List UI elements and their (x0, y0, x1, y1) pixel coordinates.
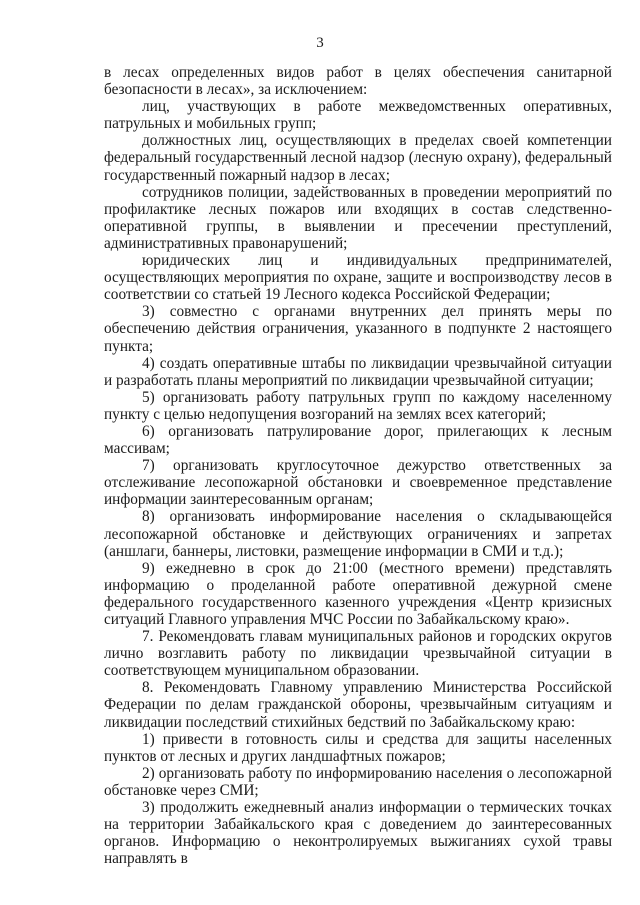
paragraph: 8) организовать информирование населения о складывающейся лесопожарной обстановке и действующих ограничениях и запретах (аншлаги, баннеры, листовки, размещение информации в СМИ и т.д.); (104, 508, 612, 560)
paragraph: 1) привести в готовность силы и средства для защиты населенных пунктов от лесных и других ландшафтных пожаров; (104, 730, 612, 765)
paragraph: юридических лиц и индивидуальных предпринимателей, осуществляющих мероприятия по охране, защите и воспроизводству лесов в соответствии со статьей 19 Лесного кодекса Российской Федерации; (104, 252, 612, 304)
paragraph: должностных лиц, осуществляющих в пределах своей компетенции федеральный государственный лесной надзор (лесную охрану), федеральный государственный пожарный надзор в лесах; (104, 132, 612, 184)
paragraph: в лесах определенных видов работ в целях обеспечения санитарной безопасности в лесах», за исключением: (104, 64, 612, 99)
document-body (104, 64, 612, 867)
paragraph: 2) организовать работу по информированию населения о лесопожарной обстановке через СМИ; (104, 764, 612, 799)
paragraph: 4) создать оперативные штабы по ликвидации чрезвычайной ситуации и разработать планы мероприятий по ликвидации чрезвычайной ситуации; (104, 354, 612, 389)
paragraph: 3) совместно с органами внутренних дел принять меры по обеспечению действия ограничения, указанного в подпункте 2 настоящего пункта; (104, 303, 612, 355)
paragraph: 3) продолжить ежедневный анализ информации о термических точках на территории Забайкальского края с доведением до заинтересованных органов. Информацию о неконтролируемых выжиганиях сухой травы направлять в (104, 799, 612, 868)
paragraph: 7) организовать круглосуточное дежурство ответственных за отслеживание лесопожарной обстановки и своевременное представление информации заинтересованным органам; (104, 457, 612, 509)
paragraph: 8. Рекомендовать Главному управлению Министерства Российской Федерации по делам гражданской обороны, чрезвычайным ситуациям и ликвидации последствий стихийных бедствий по Забайкальскому краю: (104, 679, 612, 731)
paragraph: лиц, участвующих в работе межведомственных оперативных, патрульных и мобильных групп; (104, 98, 612, 133)
paragraph: 5) организовать работу патрульных групп по каждому населенному пункту с целью недопущения возгораний на землях всех категорий; (104, 388, 612, 423)
paragraph: 9) ежедневно в срок до 21:00 (местного времени) представлять информацию о проделанной работе оперативной дежурной смене федерального государственного казенного учреждения «Центр кризисных ситуаций Главного управления МЧС России по Забайкальскому краю». (104, 559, 612, 628)
paragraph: 6) организовать патрулирование дорог, прилегающих к лесным массивам; (104, 422, 612, 458)
paragraph: сотрудников полиции, задействованных в проведении мероприятий по профилактике лесных пожаров или входящих в состав следственно-оперативной группы, в выявлении и пресечении преступлений, административных правонарушений; (104, 183, 612, 252)
paragraph: 7. Рекомендовать главам муниципальных районов и городских округов лично возглавить работу по ликвидации чрезвычайной ситуации в соответствующем муниципальном образовании. (104, 628, 612, 680)
page-number: 3 (316, 35, 324, 51)
